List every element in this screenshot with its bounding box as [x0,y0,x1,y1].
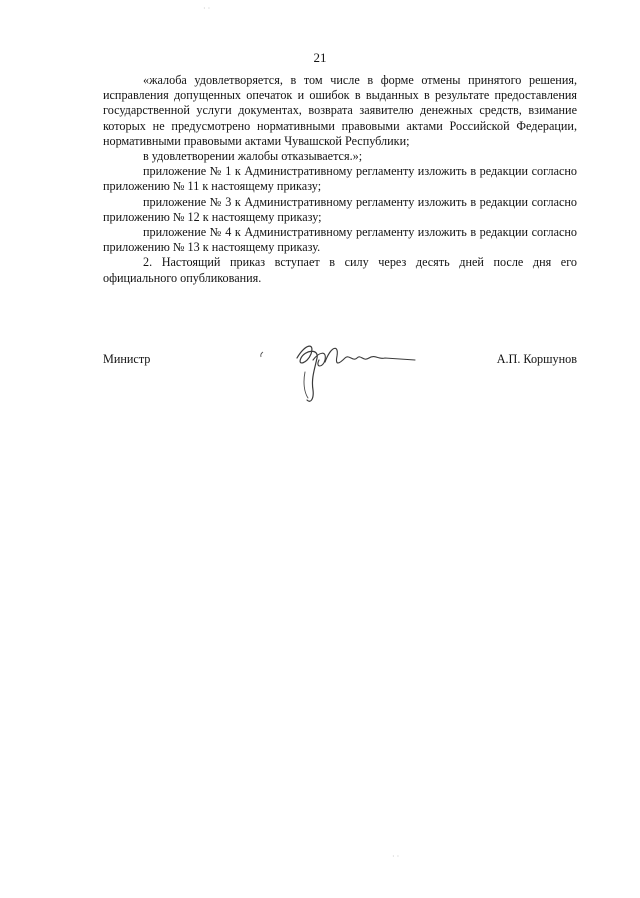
signature-block [103,346,577,426]
paragraph-complaint-satisfied: «жалоба удовлетворяется, в том числе в форме отмены принятого решения, исправления допущенных опечаток и ошибок в выданных в результате предоставления государственной услуги документах, возврата заявителю денежных средств, взимание которых не предусмотрено нормативными правовыми актами Российской Федерации, нормативными правовыми актами Чувашской Республики; [103,73,577,148]
paragraph-complaint-refused: в удовлетворении жалобы отказывается.»; [143,149,363,164]
page-number: 21 [313,50,327,65]
paragraph-appendix-4: приложение № 4 к Административному регламенту изложить в редакции согласно приложению № 13 к настоящему приказу. [103,225,577,255]
scan-speck: · · [203,4,211,13]
signatory-name: А.П. Коршунов [496,352,577,366]
scan-speck: · · [392,852,400,861]
handwritten-signature [253,338,423,418]
paragraph-appendix-3: приложение № 3 к Административному регламенту изложить в редакции согласно приложению № 12 к настоящему приказу; [103,194,577,224]
signatory-title: Министр [103,352,151,366]
document-body [103,73,577,286]
paragraph-appendix-1: приложение № 1 к Административному регламенту изложить в редакции согласно приложению № 11 к настоящему приказу; [103,164,577,194]
paragraph-entry-into-force: 2. Настоящий приказ вступает в силу через десять дней после дня его официального опубликования. [103,255,577,285]
